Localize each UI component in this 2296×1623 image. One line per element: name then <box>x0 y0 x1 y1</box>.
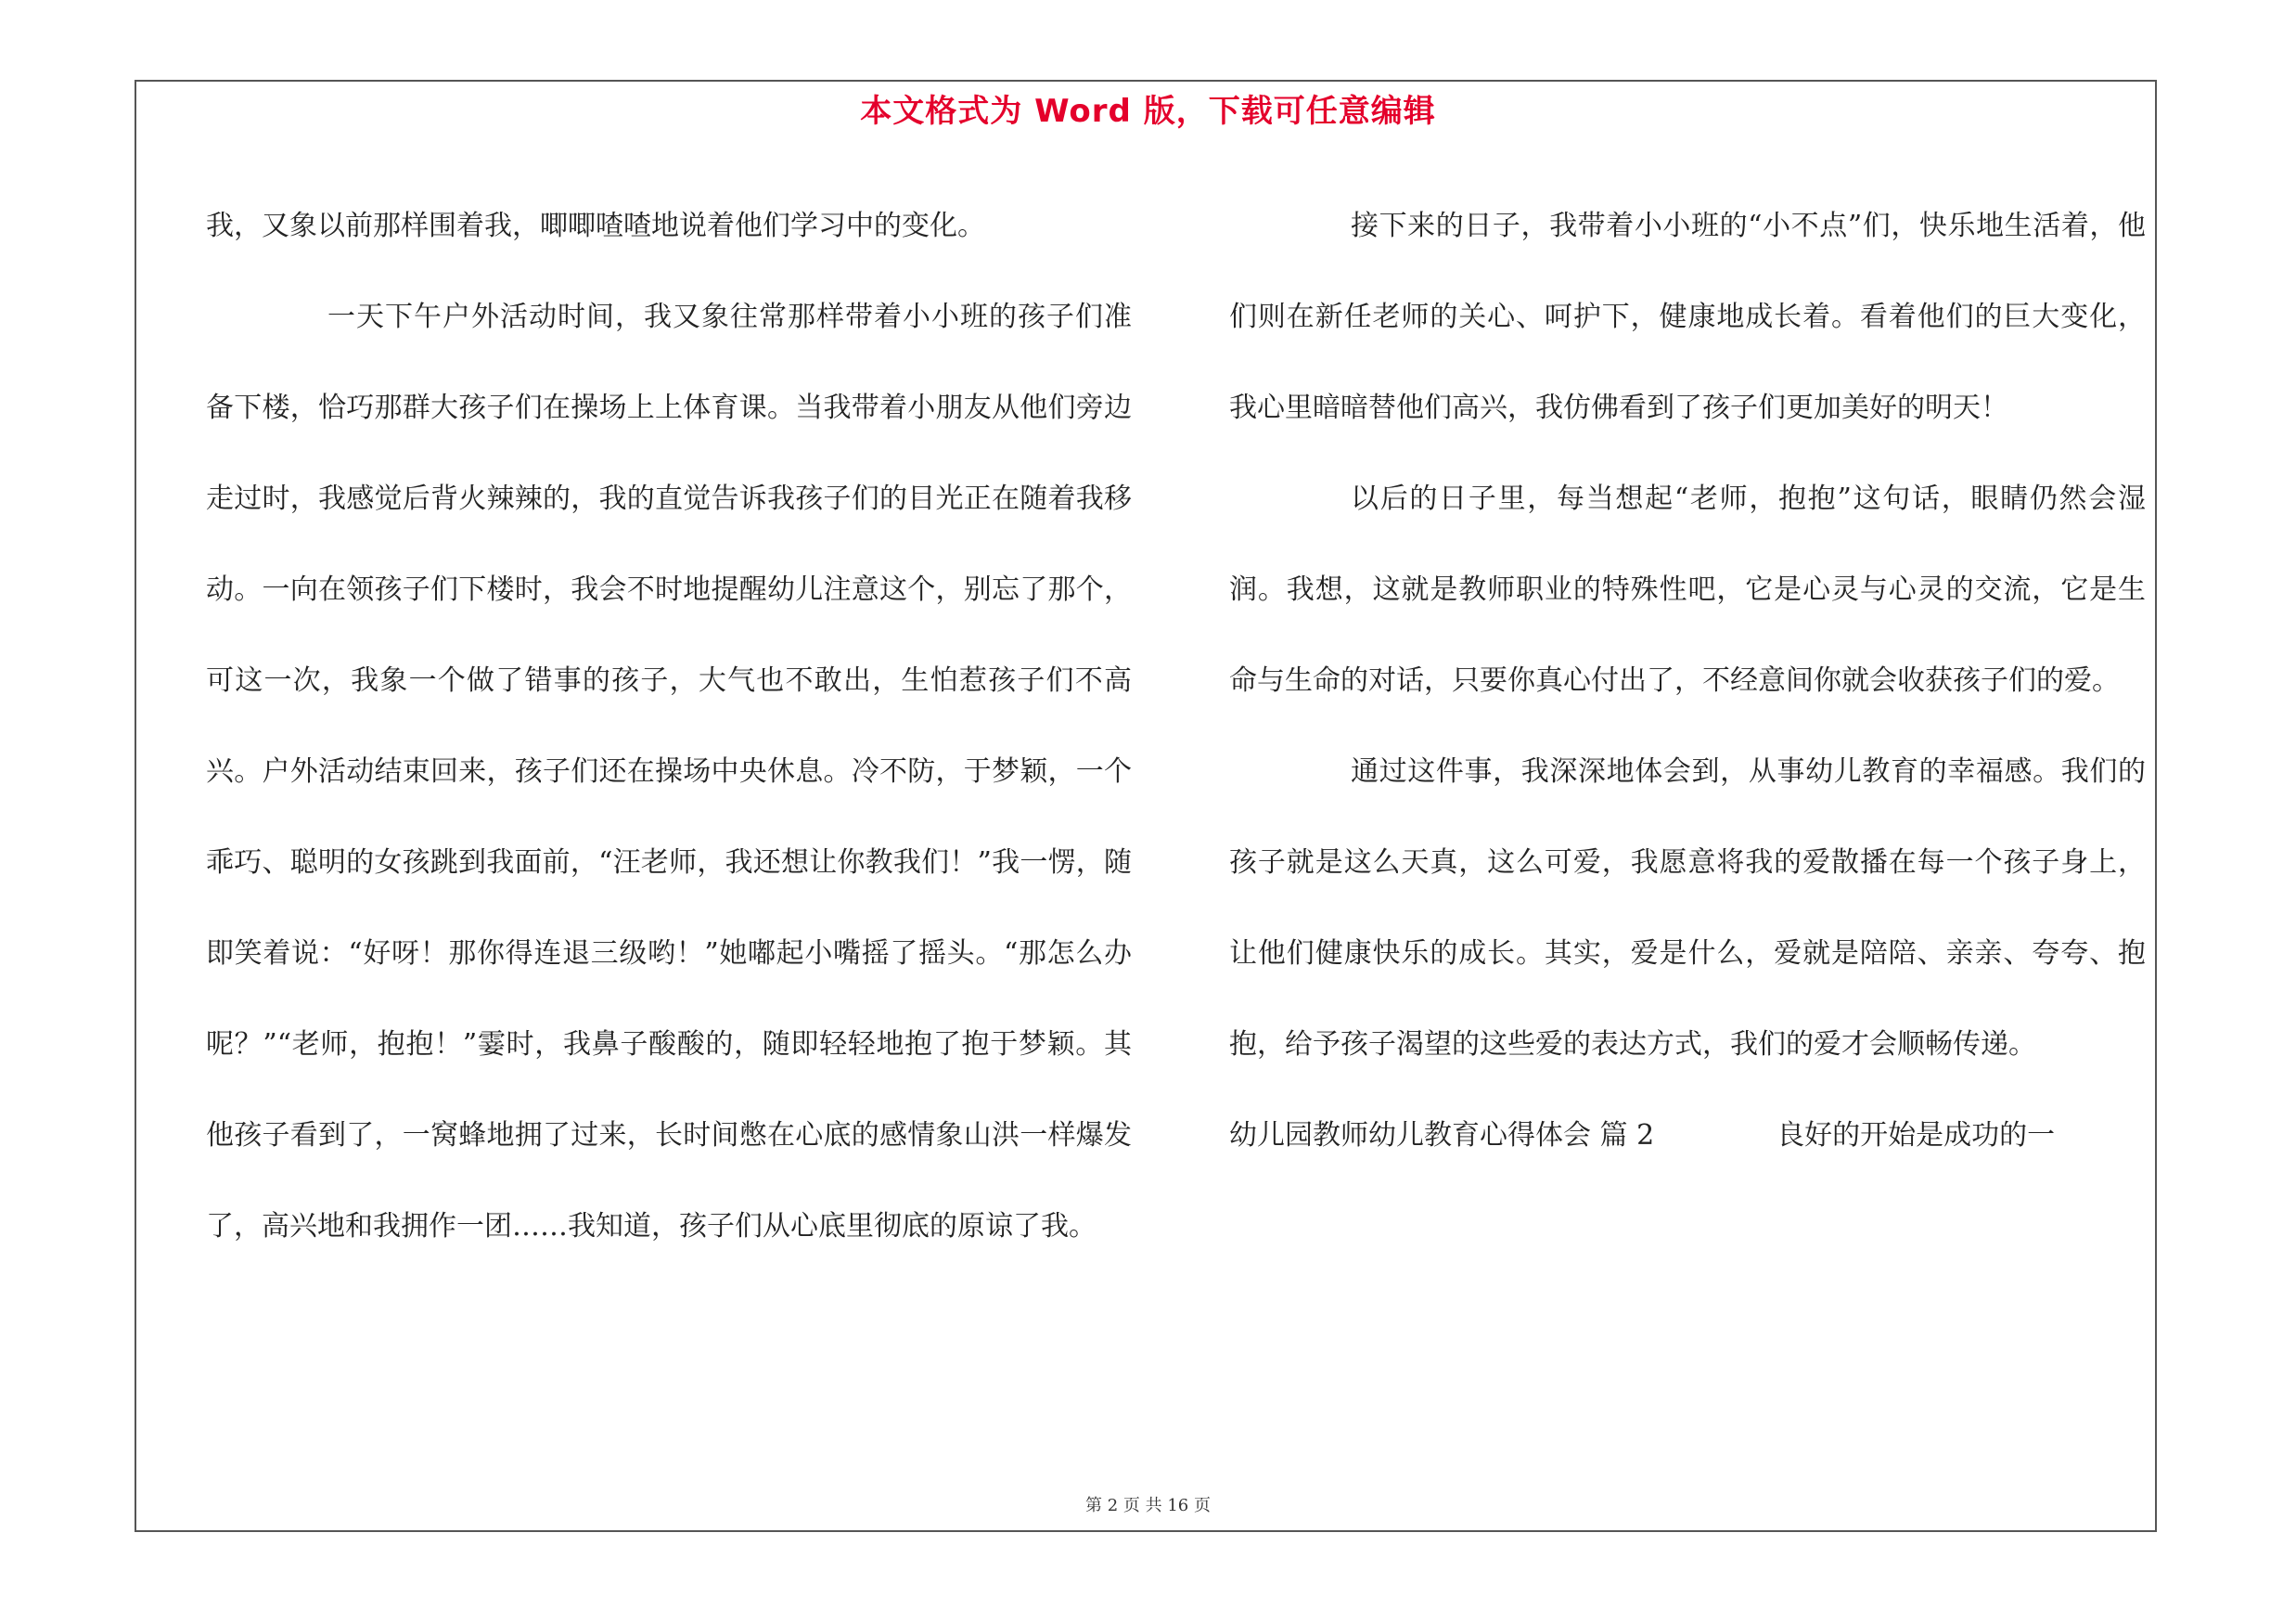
paragraph: 通过这件事，我深深地体会到，从事幼儿教育的幸福感。我们的孩子就是这么天真，这么可爱，我愿意将我的爱散播在每一个孩子身上，让他们健康快乐的成长。其实，爱是什么，爱就是陪陪、亲亲、夸夸、抱抱，给予孩子渴望的这些爱的表达方式，我们的爱才会顺畅传递。 <box>1229 755 2146 1061</box>
paragraph: 以后的日子里，每当想起“老师，抱抱”这句话，眼睛仍然会湿润。我想，这就是教师职业的特殊性吧，它是心灵与心灵的交流，它是生命与生命的对话，只要你真心付出了，不经意间你就会收获孩子们的爱。 <box>1229 483 2146 697</box>
page-number: 第 2 页 共 16 页 <box>1085 1496 1211 1515</box>
section-heading: 幼儿园教师幼儿教育心得体会 篇 2 <box>1229 1119 1655 1152</box>
paragraph: 接下来的日子，我带着小小班的“小不点”们，快乐地生活着，他们则在新任老师的关心、呵护下，健康地成长着。看着他们的巨大变化，我心里暗暗替他们高兴，我仿佛看到了孩子们更加美好的明天！ <box>1229 210 2146 424</box>
paragraph-start: 良好的开始是成功的一 <box>1777 1119 2056 1152</box>
header-banner: 本文格式为 Word 版，下载可任意编辑 <box>860 93 1436 130</box>
section-heading-line <box>1229 1090 2146 1181</box>
left-column <box>206 181 1132 1272</box>
paragraph: 我，又象以前那样围着我，唧唧喳喳地说着他们学习中的变化。 <box>206 210 985 242</box>
paragraph: 一天下午户外活动时间，我又象往常那样带着小小班的孩子们准备下楼，恰巧那群大孩子们在操场上上体育课。当我带着小朋友从他们旁边走过时，我感觉后背火辣辣的，我的直觉告诉我孩子们的目光正在随着我移动。一向在领孩子们下楼时，我会不时地提醒幼儿注意这个，别忘了那个，可这一次，我象一个做了错事的孩子，大气也不敢出，生怕惹孩子们不高兴。户外活动结束回来，孩子们还在操场中央休息。冷不防，于梦颖，一个乖巧、聪明的女孩跳到我面前，“汪老师，我还想让你教我们！”我一愣，随即笑着说：“好呀！那你得连退三级哟！”她嘟起小嘴摇了摇头。“那怎么办呢？”“老师，抱抱！”霎时，我鼻子酸酸的，随即轻轻地抱了抱于梦颖。其他孩子看到了，一窝蜂地拥了过来，长时间憋在心底的感情象山洪一样爆发了，高兴地和我拥作一团……我知道，孩子们从心底里彻底的原谅了我。 <box>206 301 1132 1243</box>
right-column <box>1229 181 2146 1181</box>
